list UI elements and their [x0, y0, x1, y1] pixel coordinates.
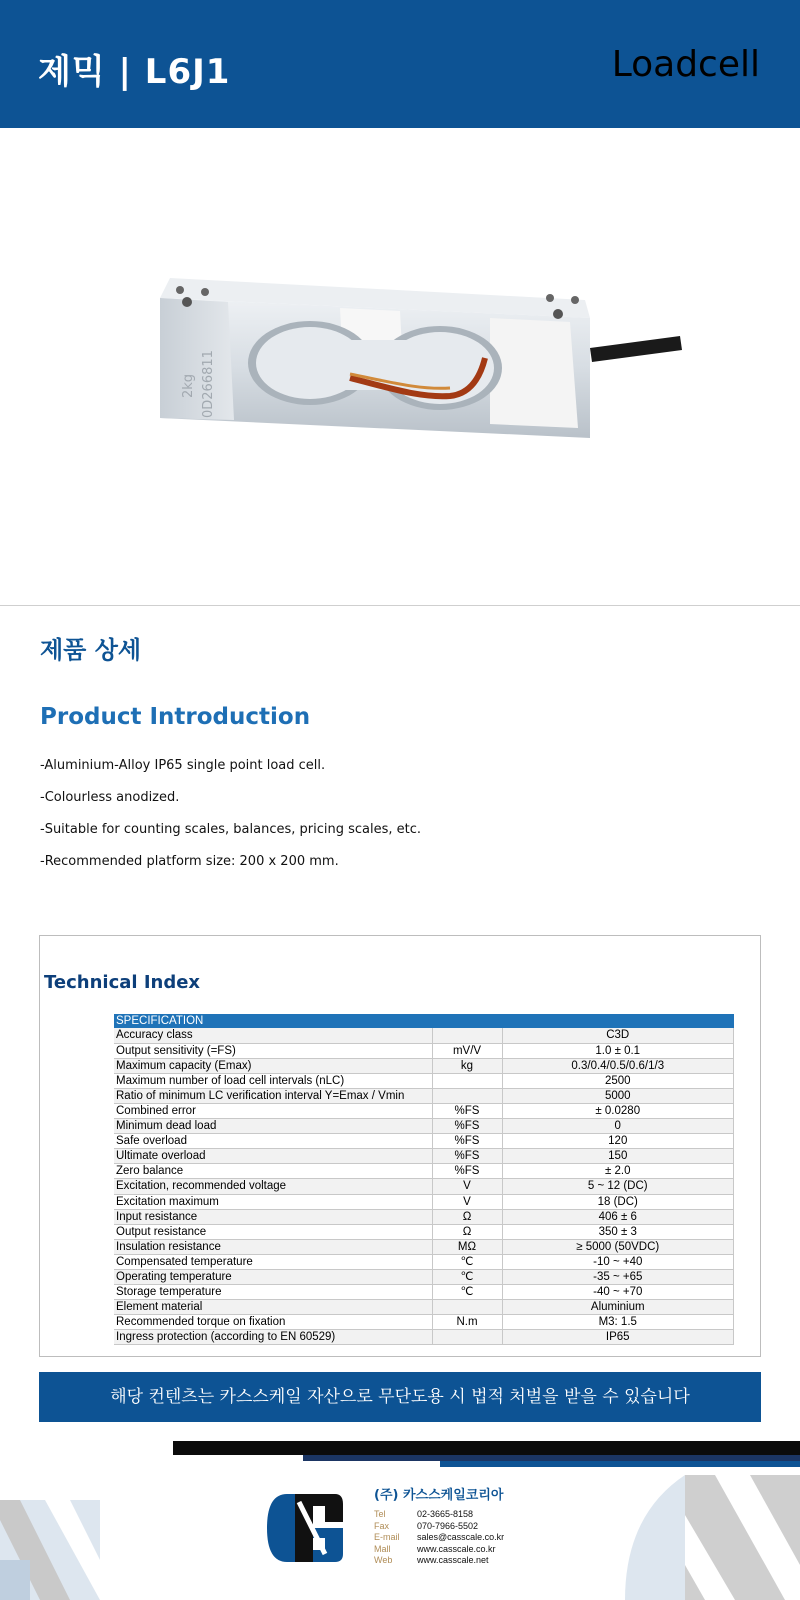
company-info [374, 1484, 504, 1567]
spec-name: Storage temperature [114, 1285, 432, 1300]
spec-unit: Ω [432, 1224, 502, 1239]
spec-unit: %FS [432, 1103, 502, 1118]
spec-unit: %FS [432, 1134, 502, 1149]
copyright-notice-banner: 해당 컨텐츠는 카스스케일 자산으로 무단도용 시 법적 처벌을 받을 수 있습니다 [39, 1372, 761, 1422]
table-row [114, 1088, 734, 1103]
table-row [114, 1194, 734, 1209]
spec-name: Output sensitivity (=FS) [114, 1043, 432, 1058]
spec-unit: ℃ [432, 1285, 502, 1300]
product-detail-heading: 제품 상세 [40, 636, 142, 664]
spec-value: C3D [502, 1028, 734, 1043]
spec-unit [432, 1088, 502, 1103]
decorative-pattern-right [625, 1475, 800, 1600]
specification-table [114, 1014, 734, 1345]
spec-name: Maximum capacity (Emax) [114, 1058, 432, 1073]
spec-unit: %FS [432, 1149, 502, 1164]
spec-unit [432, 1073, 502, 1088]
product-introduction-heading: Product Introduction [40, 704, 311, 730]
table-row [114, 1119, 734, 1134]
spec-name: Recommended torque on fixation [114, 1315, 432, 1330]
company-logo [265, 1492, 345, 1564]
specification-body [114, 1028, 734, 1345]
spec-name: Minimum dead load [114, 1119, 432, 1134]
contact-value: www.casscale.co.kr [417, 1543, 496, 1554]
spec-value: ± 2.0 [502, 1164, 734, 1179]
technical-index-title: Technical Index [44, 972, 201, 993]
footer-stripe [440, 1461, 800, 1467]
contact-value: sales@casscale.co.kr [417, 1532, 505, 1542]
spec-value: 406 ± 6 [502, 1209, 734, 1224]
contact-label: Web [374, 1555, 393, 1565]
spec-unit: mV/V [432, 1043, 502, 1058]
contact-email [374, 1532, 504, 1544]
spec-value: 1.0 ± 0.1 [502, 1043, 734, 1058]
technical-index-panel [39, 935, 761, 1357]
spec-value: 350 ± 3 [502, 1224, 734, 1239]
contact-label: Tel [374, 1509, 386, 1519]
spec-value: 120 [502, 1134, 734, 1149]
spec-unit: kg [432, 1058, 502, 1073]
table-row [114, 1179, 734, 1194]
table-row [114, 1073, 734, 1088]
spec-name: Insulation resistance [114, 1239, 432, 1254]
table-row [114, 1149, 734, 1164]
table-row [114, 1285, 734, 1300]
spec-name: Zero balance [114, 1164, 432, 1179]
list-item: -Aluminium-Alloy IP65 single point load cell. [40, 758, 326, 773]
spec-unit: %FS [432, 1119, 502, 1134]
spec-name: Input resistance [114, 1209, 432, 1224]
table-row [114, 1239, 734, 1254]
spec-value: IP65 [502, 1330, 734, 1345]
product-title: 제믹 | L6J1 [38, 52, 231, 92]
header-bar [0, 0, 800, 128]
company-name: (주) 카스스케일코리아 [374, 1488, 504, 1503]
spec-value: 0 [502, 1119, 734, 1134]
footer-stripe [173, 1441, 800, 1455]
spec-value: ≥ 5000 (50VDC) [502, 1239, 734, 1254]
spec-unit: V [432, 1194, 502, 1209]
spec-unit: N.m [432, 1315, 502, 1330]
spec-name: Combined error [114, 1103, 432, 1118]
spec-unit: MΩ [432, 1239, 502, 1254]
table-row [114, 1058, 734, 1073]
spec-unit: ℃ [432, 1270, 502, 1285]
spec-value: ± 0.0280 [502, 1103, 734, 1118]
contact-label: E-mail [374, 1532, 400, 1542]
spec-value: 0.3/0.4/0.5/0.6/1/3 [502, 1058, 734, 1073]
product-image-area [0, 128, 800, 606]
spec-value: 150 [502, 1149, 734, 1164]
table-row [114, 1300, 734, 1315]
contact-value: 02-3665-8158 [417, 1509, 474, 1519]
spec-unit [432, 1028, 502, 1043]
table-row [114, 1134, 734, 1149]
engraving-serial: 0D266811 [201, 350, 216, 418]
list-item: -Suitable for counting scales, balances, pricing scales, etc. [40, 822, 422, 837]
spec-name: Maximum number of load cell intervals (nLC) [114, 1073, 432, 1088]
table-row [114, 1330, 734, 1345]
introduction-list [40, 758, 421, 886]
list-item: -Recommended platform size: 200 x 200 mm. [40, 854, 339, 869]
contact-label: Fax [374, 1520, 390, 1531]
loadcell-illustration [150, 278, 690, 448]
table-row [114, 1164, 734, 1179]
spec-value: -35 ~ +65 [502, 1270, 734, 1285]
product-category: Loadcell [611, 44, 760, 85]
spec-value: -40 ~ +70 [502, 1285, 734, 1300]
spec-value: 18 (DC) [502, 1194, 734, 1209]
spec-unit [432, 1300, 502, 1315]
spec-unit [432, 1330, 502, 1345]
table-row [114, 1254, 734, 1269]
spec-name: Excitation, recommended voltage [114, 1179, 432, 1194]
spec-value: -10 ~ +40 [502, 1254, 734, 1269]
contact-fax [374, 1521, 504, 1533]
contact-label: Mall [374, 1543, 391, 1554]
spec-name: Ultimate overload [114, 1149, 432, 1164]
contact-mall [374, 1544, 504, 1556]
spec-name: Compensated temperature [114, 1254, 432, 1269]
table-row [114, 1028, 734, 1043]
spec-unit: Ω [432, 1209, 502, 1224]
table-row [114, 1224, 734, 1239]
table-row [114, 1043, 734, 1058]
spec-name: Ingress protection (according to EN 60529) [114, 1330, 432, 1345]
table-row [114, 1209, 734, 1224]
spec-value: M3: 1.5 [502, 1315, 734, 1330]
engraving-capacity: 2kg [181, 373, 196, 398]
spec-value: Aluminium [502, 1300, 734, 1315]
spec-unit: ℃ [432, 1254, 502, 1269]
specification-header: SPECIFICATION [114, 1014, 734, 1028]
spec-value: 5000 [502, 1088, 734, 1103]
spec-name: Output resistance [114, 1224, 432, 1239]
table-row [114, 1103, 734, 1118]
spec-name: Element material [114, 1300, 432, 1315]
contact-value: www.casscale.net [417, 1555, 489, 1565]
contact-value: 070-7966-5502 [417, 1520, 479, 1531]
contact-tel [374, 1509, 504, 1521]
spec-name: Safe overload [114, 1134, 432, 1149]
spec-name: Excitation maximum [114, 1194, 432, 1209]
contact-web [374, 1555, 504, 1567]
table-row [114, 1270, 734, 1285]
spec-unit: V [432, 1179, 502, 1194]
list-item: -Colourless anodized. [40, 790, 180, 805]
table-row [114, 1315, 734, 1330]
spec-unit: %FS [432, 1164, 502, 1179]
spec-name: Ratio of minimum LC verification interval Y=Emax / Vmin [114, 1088, 432, 1103]
spec-value: 2500 [502, 1073, 734, 1088]
spec-value: 5 ~ 12 (DC) [502, 1179, 734, 1194]
decorative-pattern-left [0, 1500, 110, 1600]
spec-name: Operating temperature [114, 1270, 432, 1285]
spec-name: Accuracy class [114, 1028, 432, 1043]
